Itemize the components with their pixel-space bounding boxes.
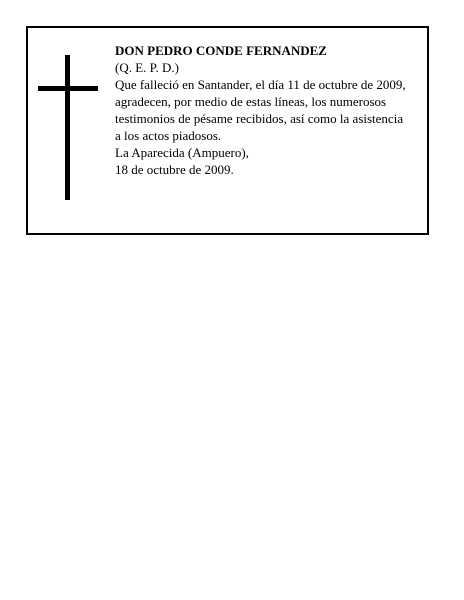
notice-text <box>115 42 425 178</box>
qepd-text: (Q. E. P. D.) <box>115 60 179 75</box>
notice-body-line: agradecen, por medio de estas líneas, los numerosos <box>115 94 387 109</box>
notice-date: 18 de octubre de 2009. <box>115 162 234 177</box>
obituary-notice <box>26 26 429 235</box>
cross-horizontal-bar <box>38 86 98 91</box>
deceased-name: DON PEDRO CONDE FERNANDEZ <box>115 43 327 58</box>
notice-place: La Aparecida (Ampuero), <box>115 145 249 160</box>
notice-body-line: Que falleció en Santander, el día 11 de octubre de 2009, <box>115 77 406 92</box>
cross-icon <box>38 55 98 200</box>
notice-body-line: testimonios de pésame recibidos, así como la asistencia <box>115 111 404 126</box>
notice-body-line: a los actos piadosos. <box>115 128 222 143</box>
cross-vertical-bar <box>65 55 70 200</box>
